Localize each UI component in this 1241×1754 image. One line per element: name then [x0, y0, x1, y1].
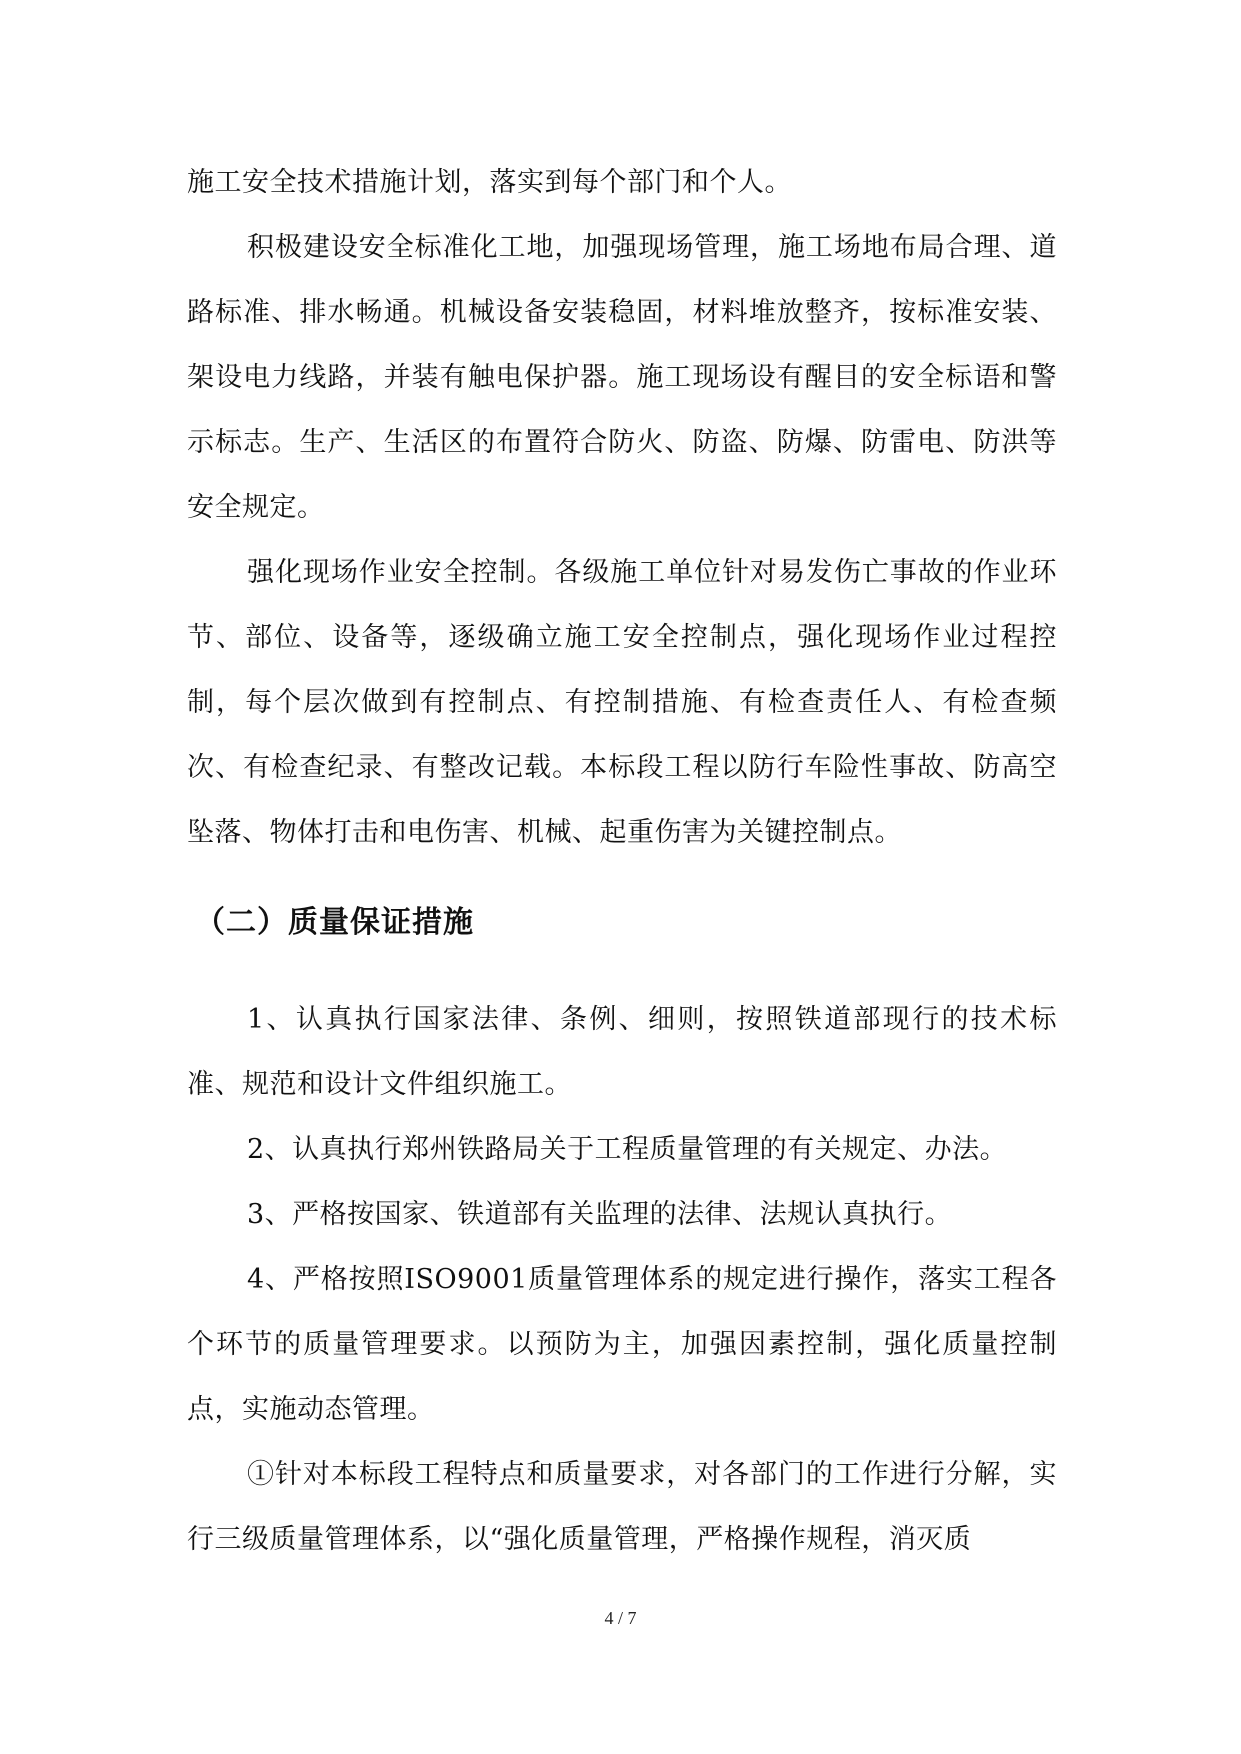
list-item: 3、严格按国家、铁道部有关监理的法律、法规认真执行。	[247, 1199, 953, 1230]
paragraph: 施工安全技术措施计划，落实到每个部门和个人。	[187, 167, 792, 198]
page-number: 4 / 7	[604, 1608, 637, 1628]
document-body	[187, 150, 1057, 1572]
paragraph: 强化现场作业安全控制。各级施工单位针对易发伤亡事故的作业环节、部位、设备等，逐级确立施工安全控制点，强化现场作业过程控制，每个层次做到有控制点、有控制措施、有检查责任人、有检查频次、有检查纪录、有整改记载。本标段工程以防行车险性事故、防高空坠落、物体打击和电伤害、机械、起重伤害为关键控制点。	[187, 557, 1057, 848]
paragraph: 积极建设安全标准化工地，加强现场管理，施工场地布局合理、道路标准、排水畅通。机械设备安装稳固，材料堆放整齐，按标准安装、架设电力线路，并装有触电保护器。施工现场设有醒目的安全标语和警示标志。生产、生活区的布置符合防火、防盗、防爆、防雷电、防洪等安全规定。	[187, 232, 1057, 523]
list-item: 2、认真执行郑州铁路局关于工程质量管理的有关规定、办法。	[247, 1134, 1008, 1165]
list-item: ①针对本标段工程特点和质量要求，对各部门的工作进行分解，实行三级质量管理体系，以“强化质量管理，严格操作规程，消灭质	[187, 1459, 1057, 1555]
section-heading: （二）质量保证措施	[195, 905, 474, 940]
list-item: 1、认真执行国家法律、条例、细则，按照铁道部现行的技术标准、规范和设计文件组织施工。	[187, 1004, 1057, 1100]
list-item: 4、严格按照ISO9001质量管理体系的规定进行操作，落实工程各个环节的质量管理要求。以预防为主，加强因素控制，强化质量控制点，实施动态管理。	[187, 1264, 1057, 1425]
